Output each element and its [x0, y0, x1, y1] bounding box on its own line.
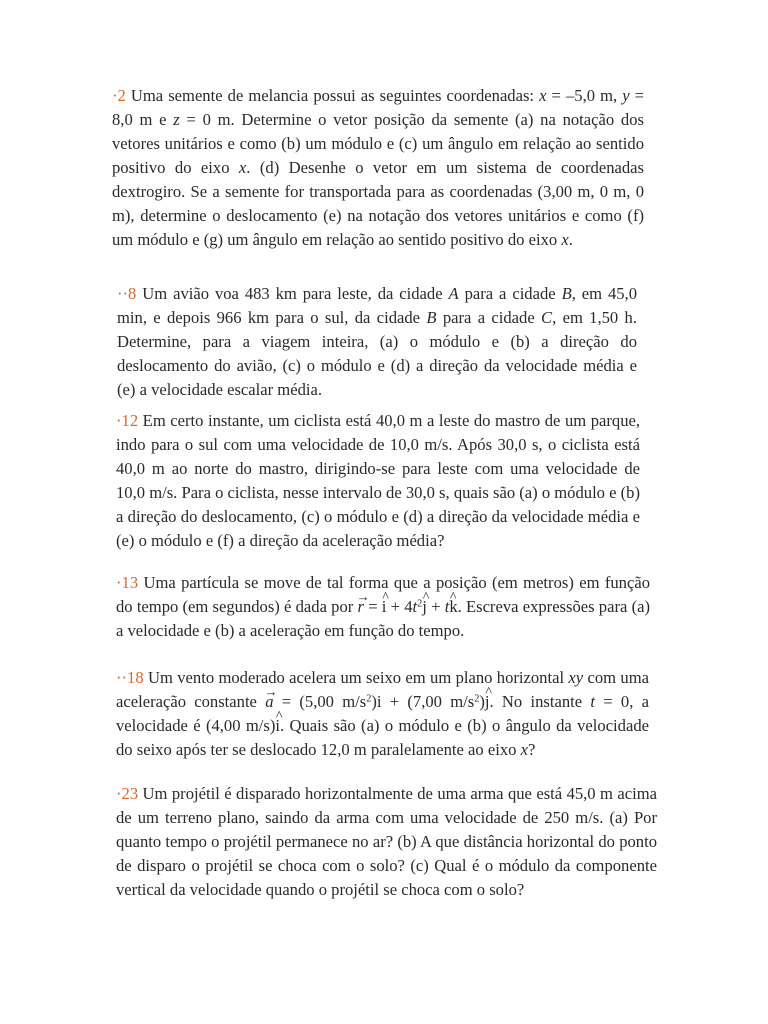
problem-number: ··18 [116, 668, 144, 687]
acceleration-vector-symbol: → a [265, 690, 273, 714]
unit-vector-k: ^ k [449, 595, 457, 619]
problem-12-text: ·12 Em certo instante, um ciclista está 40,0 m a leste do mastro de um parque, indo para o sul com uma velocidade de 10,0 m/s. Após 30,0 s, o ciclista está 40,0 m ao norte do mastro, dirigindo-se para leste com uma velocidade de 10,0 m/s. Para o ciclista, nesse intervalo de 30,0 s, quais são (a) o módulo e (b) a direção do deslocamento, (c) o módulo e (d) a direção da velocidade média e (e) o módulo e (f) a direção da aceleração média? [116, 411, 640, 550]
problem-8-text: ··8 Um avião voa 483 km para leste, da cidade A para a cidade B, em 45,0 min, e depois 966 km para o sul, da cidade B para a cidade C, em 1,50 h. Determine, para a viagem inteira, (a) o módulo e (b) a direção do deslocamento do avião, (c) o módulo e (d) a direção da velocidade média e (e) a velocidade escalar média. [117, 284, 638, 399]
position-vector-symbol: → r [358, 595, 364, 619]
unit-vector-i: ^ i [275, 714, 280, 738]
problem-12 [116, 409, 640, 553]
problem-number: ··8 [117, 284, 137, 303]
problem-23 [116, 782, 657, 902]
problem-13 [116, 571, 650, 643]
problem-13-text: ·13 Uma partícula se move de tal forma que a posição (em metros) em função do tempo (em segundos) é dada por → r = ^ $i + 4t^2\^{}$ j + t^ k. Escreva expressões para (a) a velocidade e (b) a aceleração em função do tempo. [116, 571, 650, 643]
problem-number: ·2 [112, 86, 126, 105]
problem-number: ·13 [116, 573, 139, 592]
problem-18-text: ··18 Um vento moderado acelera um seixo em um plano horizontal xy com uma aceleração constante → a = (5,00 $m/s^2)i + (7,00$ $m/s^2)\^{}$ j. No instante t = 0, a velocidade é (4,00 m/s)^ i. Quais são (a) o módulo e (b) o ângulo da velocidade do seixo após ter se deslocado 12,0 m paralelamente ao eixo x? [116, 666, 649, 762]
problem-2-text: ·2 Uma semente de melancia possui as seguintes coordenadas: x = –5,0 m, y = 8,0 m e z = 0 m. Determine o vetor posição da semente (a) na notação dos vetores unitários e como (b) um módulo e (c) um ângulo em relação ao sentido positivo do eixo x. (d) Desenhe o vetor em um sistema de coordenadas dextrogiro. Se a semente for transportada para as coordenadas (3,00 m, 0 m, 0 m), determine o deslocamento (e) na notação dos vetores unitários e como (f) um módulo e (g) um ângulo em relação ao sentido positivo do eixo x. [112, 86, 645, 249]
problem-number: ·12 [116, 411, 139, 430]
problem-2 [112, 84, 644, 252]
problem-18 [116, 666, 649, 762]
problem-23-text: ·23 Um projétil é disparado horizontalmente de uma arma que está 45,0 m acima de um terreno plano, saindo da arma com uma velocidade de 250 m/s. (a) Por quanto tempo o projétil permanece no ar? (b) A que distância horizontal do ponto de disparo o projétil se choca com o solo? (c) Qual é o módulo da componente vertical da velocidade quando o projétil se choca com o solo? [116, 784, 657, 899]
unit-vector-i: ^ i [382, 595, 387, 619]
unit-vector-j: ^ j [422, 595, 427, 619]
problem-8 [117, 282, 637, 402]
problem-number: ·23 [116, 784, 139, 803]
unit-vector-j: ^ j [485, 690, 490, 714]
